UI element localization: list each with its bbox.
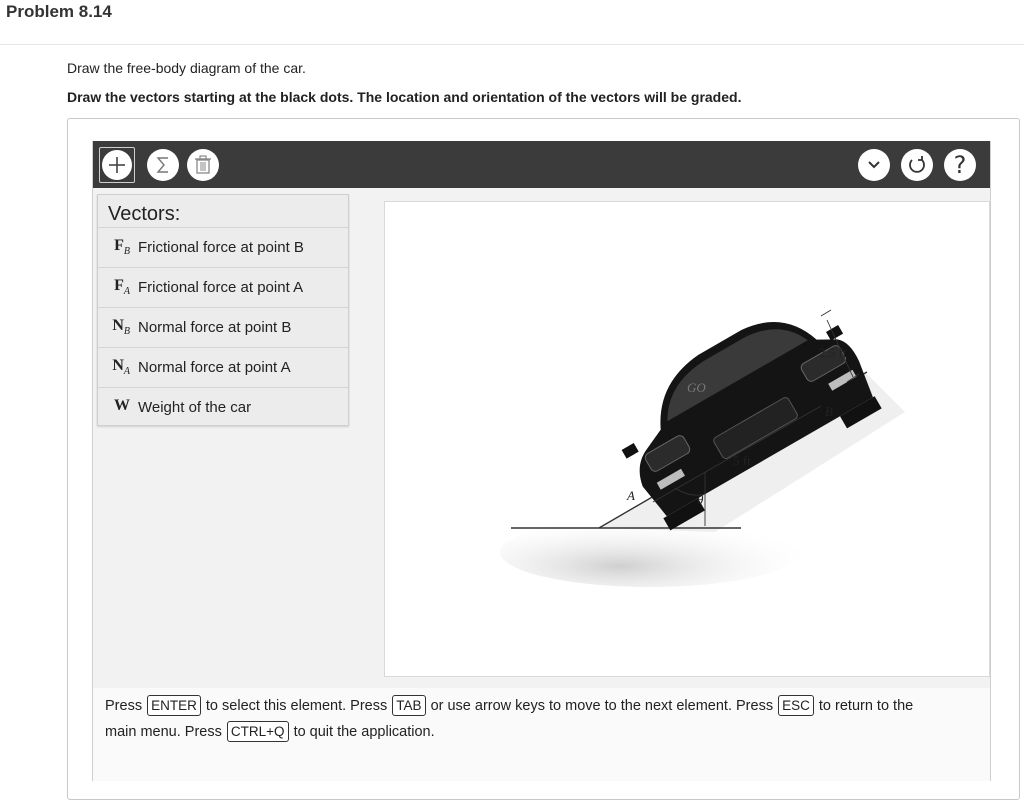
key-tab: TAB bbox=[392, 695, 425, 716]
vector-item-friction-a[interactable] bbox=[98, 267, 348, 307]
vector-label: Normal force at point A bbox=[138, 359, 291, 376]
instruction-bold-text: Draw the vectors starting at the black dots. The location and orientation of the vectors will be graded. bbox=[67, 89, 742, 105]
vector-label: Weight of the car bbox=[138, 399, 252, 416]
vector-symbol: $N_B$ bbox=[112, 317, 130, 338]
key-esc: ESC bbox=[778, 695, 814, 716]
plus-icon bbox=[106, 154, 128, 176]
instruction-text: Draw the free-body diagram of the car. bbox=[67, 60, 306, 76]
vector-item-weight[interactable] bbox=[98, 387, 348, 427]
vector-menu bbox=[97, 194, 349, 426]
chevron-down-icon bbox=[867, 160, 881, 170]
key-enter: ENTER bbox=[147, 695, 201, 716]
point-b-label: B bbox=[825, 404, 833, 419]
toolbar bbox=[93, 141, 990, 188]
vector-label: Normal force at point B bbox=[138, 319, 292, 336]
drawing-canvas[interactable] bbox=[384, 201, 990, 677]
point-a-label: A bbox=[627, 488, 635, 503]
dimension-height-label: 2.5 ft bbox=[819, 345, 847, 360]
help-button[interactable] bbox=[944, 149, 976, 181]
sigma-button[interactable] bbox=[147, 149, 179, 181]
vector-item-normal-a[interactable] bbox=[98, 347, 348, 387]
angle-theta-label: θ bbox=[697, 492, 704, 507]
options-dropdown-button[interactable] bbox=[858, 149, 890, 181]
help-icon: ? bbox=[953, 151, 967, 179]
vector-item-normal-b[interactable] bbox=[98, 307, 348, 347]
plate-text: GO bbox=[687, 380, 706, 395]
vector-symbol: W bbox=[114, 397, 130, 415]
dimension-length-label: 5 ft bbox=[733, 453, 751, 468]
add-vector-button[interactable] bbox=[99, 147, 135, 183]
car-on-incline-figure bbox=[385, 202, 989, 676]
reset-icon bbox=[906, 154, 928, 176]
vector-item-friction-b[interactable] bbox=[98, 227, 348, 267]
vector-symbol: $N_A$ bbox=[112, 357, 130, 378]
delete-button[interactable] bbox=[187, 149, 219, 181]
keyboard-help-text: Press ENTER to select this element. Press TAB or use arrow keys to move to the next element. Press ESC to return to the main menu. Press CTRL+Q to quit the application. bbox=[105, 693, 945, 745]
trash-icon bbox=[194, 155, 212, 175]
reset-button[interactable] bbox=[901, 149, 933, 181]
problem-header bbox=[0, 0, 1024, 45]
key-ctrl-q: CTRL+Q bbox=[227, 721, 289, 742]
vector-menu-title: Vectors: bbox=[108, 203, 181, 225]
sigma-icon bbox=[153, 155, 173, 175]
vector-symbol: $F_B$ bbox=[114, 237, 130, 258]
vector-symbol: $F_A$ bbox=[114, 277, 130, 298]
vector-label: Frictional force at point B bbox=[138, 239, 304, 256]
problem-title: Problem 8.14 bbox=[6, 2, 112, 21]
drawing-tool bbox=[92, 141, 991, 781]
vector-label: Frictional force at point A bbox=[138, 279, 304, 296]
